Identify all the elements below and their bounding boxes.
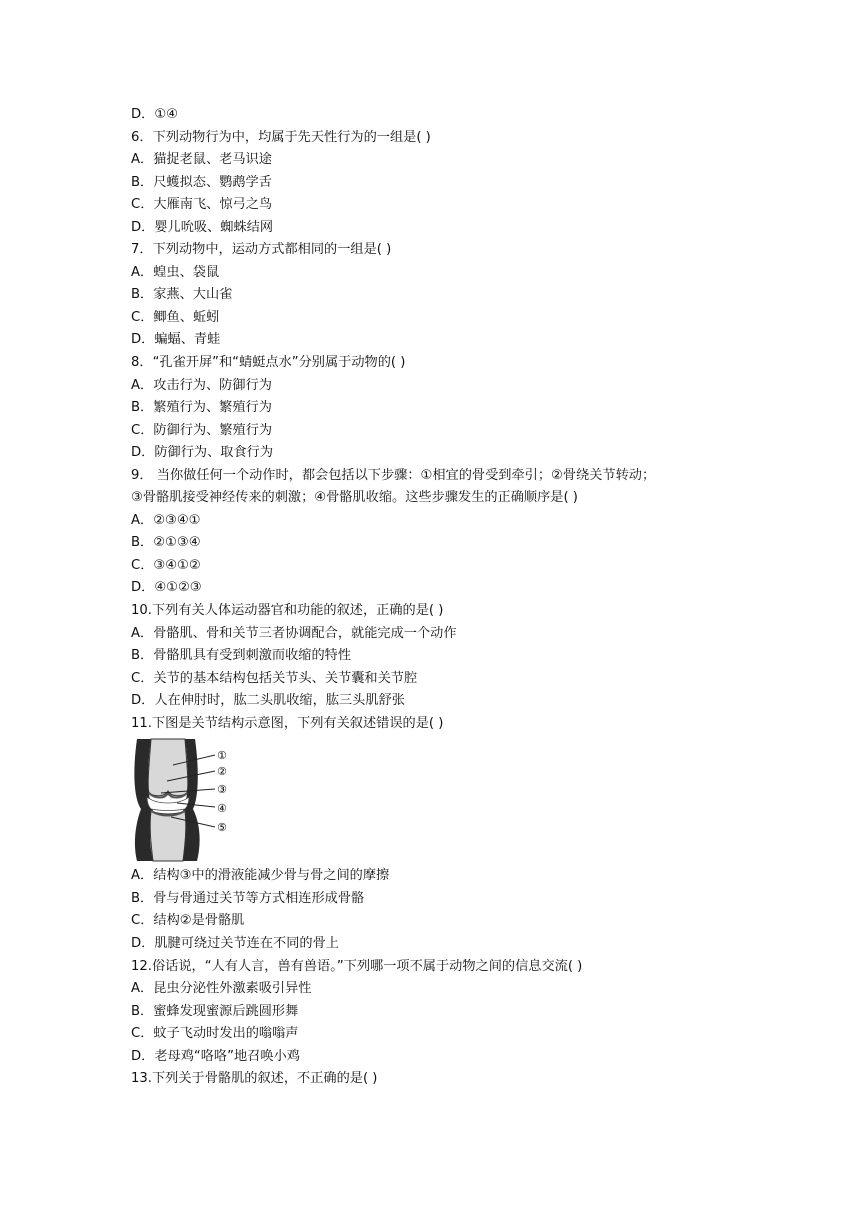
text-line: 7．下列动物中，运动方式都相同的一组是( ) <box>131 242 392 258</box>
text-line: C．防御行为、繁殖行为 <box>131 422 273 438</box>
text-line: A．蝗虫、袋鼠 <box>131 264 220 280</box>
text-line: B．②①③④ <box>131 535 201 551</box>
figure-label-2: ② <box>217 765 227 779</box>
text-line: 13.下列关于骨骼肌的叙述，不正确的是( ) <box>131 1071 378 1087</box>
text-line: A．结构③中的滑液能减少骨与骨之间的摩擦 <box>131 868 390 884</box>
text-line: ③骨骼肌接受神经传来的刺激；④骨骼肌收缩。这些步骤发生的正确顺序是( ) <box>131 490 578 506</box>
text-line: B．繁殖行为、繁殖行为 <box>131 400 272 416</box>
text-line: A．骨骼肌、骨和关节三者协调配合，就能完成一个动作 <box>131 625 457 641</box>
text-line: C．关节的基本结构包括关节头、关节囊和关节腔 <box>131 670 418 686</box>
text-line: D．防御行为、取食行为 <box>131 445 274 461</box>
lower-bone <box>150 811 186 861</box>
text-line: A．昆虫分泌性外激素吸引异性 <box>131 981 312 997</box>
text-line: C．结构②是骨骼肌 <box>131 913 245 929</box>
text-line: A．攻击行为、防御行为 <box>131 377 272 393</box>
text-line: B．骨与骨通过关节等方式相连形成骨骼 <box>131 890 365 906</box>
figure-label-3: ③ <box>217 783 227 797</box>
text-line: D．人在伸肘时，肱二头肌收缩，肱三头肌舒张 <box>131 693 405 709</box>
text-line: D．肌腱可绕过关节连在不同的骨上 <box>131 935 339 951</box>
text-line: D．婴儿吮吸、蜘蛛结网 <box>131 219 274 235</box>
text-line: B．骨骼肌具有受到刺激而收缩的特性 <box>131 648 352 664</box>
text-line: D．①④ <box>131 107 178 122</box>
text-line: C．蚊子飞动时发出的嗡嗡声 <box>131 1026 299 1042</box>
text-lines-top <box>131 104 731 735</box>
text-line: 12.俗话说，“人有人言，兽有兽语。”下列哪一项不属于动物之间的信息交流( ) <box>131 958 583 974</box>
upper-bone <box>148 739 188 796</box>
text-line: 9． 当你做任何一个动作时，都会包括以下步骤：①相宜的骨受到牵引；②骨绕关节转动； <box>131 467 656 483</box>
text-line: B．尺蠖拟态、鹦鹉学舌 <box>131 174 272 190</box>
text-line: B．蜜蜂发现蜜源后跳圆形舞 <box>131 1003 299 1019</box>
figure-label-4: ④ <box>217 802 227 816</box>
text-line: A．②③④① <box>131 512 201 528</box>
text-line: D．老母鸡“咯咯”地召唤小鸡 <box>131 1048 300 1064</box>
text-line: 10.下列有关人体运动器官和功能的叙述，正确的是( ) <box>131 603 444 619</box>
text-line: C．大雁南飞、惊弓之鸟 <box>131 197 273 213</box>
text-line: 6．下列动物行为中，均属于先天性行为的一组是( ) <box>131 129 431 145</box>
text-line: B．家燕、大山雀 <box>131 287 233 303</box>
text-line: 11.下图是关节结构示意图，下列有关叙述错误的是( ) <box>131 715 444 731</box>
text-line: D．④①②③ <box>131 580 202 596</box>
figure-label-5: ⑤ <box>217 821 227 835</box>
text-line: 8．“孔雀开屏”和“蜻蜓点水”分别属于动物的( ) <box>131 355 406 371</box>
figure-label-1: ① <box>217 749 227 763</box>
question-text-block <box>131 104 731 1091</box>
text-lines-bottom <box>131 865 731 1090</box>
joint-diagram-svg <box>131 737 241 863</box>
joint-structure-diagram <box>131 737 241 863</box>
text-line: C．③④①② <box>131 557 201 573</box>
text-line: C．鲫鱼、蚯蚓 <box>131 309 220 325</box>
text-line: D．蝙蝠、青蛙 <box>131 332 221 348</box>
text-line: A．猫捉老鼠、老马识途 <box>131 152 272 168</box>
